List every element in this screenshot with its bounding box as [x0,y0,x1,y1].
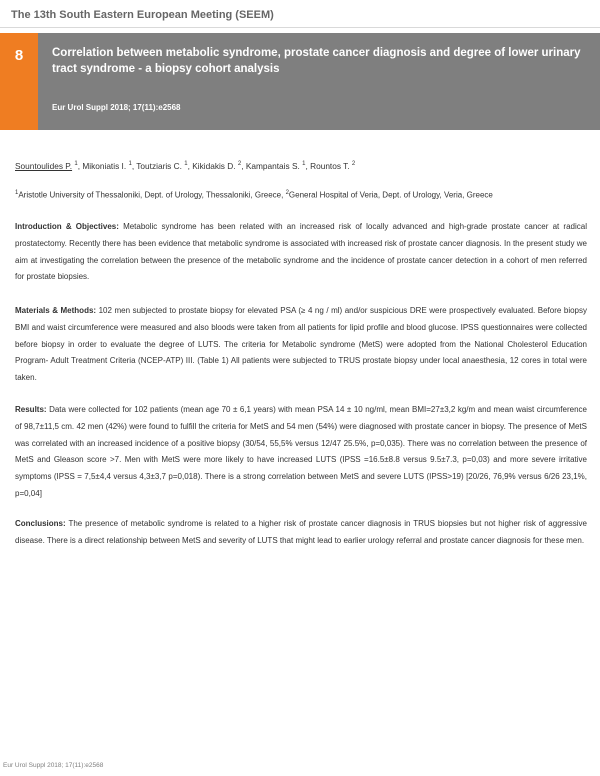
results-section [15,402,587,503]
affiliation-list [15,190,590,200]
author-affiliation-mark: 1 [184,161,188,168]
author-affiliation-mark: 1 [128,161,132,168]
author-name: Kampantais S. [245,161,300,171]
conclusions-text: The presence of metabolic syndrome is related to a higher risk of prostate cancer diagnosis in TRUS biopsies but not higher risk of aggressive disease. There is a direct relationship between MetS and severity of LUTS that might lead to earlier urology referral and prostate cancer diagnosis for these men. [15,519,587,545]
author-affiliation-mark: 1 [74,161,78,168]
conclusions-section [15,516,587,550]
author-name: Kikidakis D. [192,161,236,171]
footer-citation: Eur Urol Suppl 2018; 17(11):e2568 [3,762,104,769]
author-name: Rountos T. [310,161,350,171]
methods-text: 102 men subjected to prostate biopsy for elevated PSA (≥ 4 ng / ml) and/or suspicious DRE were prospectively evaluated. Before biopsy BMI and waist circumference were measured and also bloods were taken from all patients for lipid profile and blood glucose. IPSS questionnaires were collected before biopsy in order to evaluate the degree of LUTS. The criteria for Metabolic syndrome (MetS) were adopted from the National Cholesterol Education Program- Adult Treatment Criteria (NCEP-ATP) III. (Table 1) All patients were subjected to TRUS prostate biopsy under local anaesthesia, 12 cores in total were taken. [15,306,587,383]
author-name: Sountoulides P. [15,161,73,171]
meeting-title: The 13th South Eastern European Meeting (SEEM) [11,9,274,21]
header-divider [0,27,600,28]
introduction-text: Metabolic syndrome has been related with an increased risk of locally advanced and high-grade prostate cancer at radical prostatectomy. Recently there has been evidence that metabolic syndrome is associated with increased risk of prostate cancer diagnosis. In the present study we aim at investigating the correlation between the presence of the metabolic syndrome and the incidence of prostate cancer detection in a cohort of men referred for prostate biopsies. [15,222,587,282]
conclusions-heading: Conclusions: [15,519,66,528]
affiliation-mark: 2 [285,190,289,196]
author-name: Mikoniatis I. [82,161,127,171]
abstract-citation: Eur Urol Suppl 2018; 17(11):e2568 [52,103,181,112]
methods-heading: Materials & Methods: [15,306,97,315]
results-text: Data were collected for 102 patients (mean age 70 ± 6,1 years) with mean PSA 14 ± 10 ng/ml, mean BMI=27±3,2 kg/m and mean waist circumference of 98,7±11,5 cm. 42 men (42%) were found to fulfill the criteria for MetS and 54 men (54%) were diagnosed with prostate cancer in biopsy. The presence of MetS was correlated with an increased incidence of a positive biopsy (30/54, 55,5% versus 12/47 25.5%, p=0,035). There was no correlation between the presence of MetS and Gleason score >7. Men with MetS were more likely to have increased LUTS (IPSS =16.5±8.8 versus 9.5±7.3, p=0,03) and more severe irritative symptoms (IPSS = 7,5±4,4 versus 4,3±3,7 p=0,018). There is a strong correlation between MetS and severe LUTS (IPSS>19) [20/26, 76,9% versus 6/26 23,1%, p=0,04] [15,405,587,498]
author-name: Toutziaris C. [136,161,182,171]
affiliation-text: General Hospital of Veria, Dept. of Urology, Veria, Greece [288,190,493,200]
abstract-number: 8 [14,47,24,64]
affiliation-mark: 1 [15,190,19,196]
abstract-number-box [0,33,38,130]
introduction-heading: Introduction & Objectives: [15,222,119,231]
results-heading: Results: [15,405,47,414]
affiliation-text: Aristotle University of Thessaloniki, Dept. of Urology, Thessaloniki, Greece, [18,190,286,200]
methods-section [15,303,587,387]
author-affiliation-mark: 2 [237,161,242,168]
abstract-title: Correlation between metabolic syndrome, prostate cancer diagnosis and degree of lower urinary tract syndrome - a biopsy cohort analysis [52,47,581,75]
author-affiliation-mark: 2 [351,161,356,168]
author-list: Sountoulides P. $^1$, Mikoniatis I. $^1$, Toutziaris C. $^1$, Kikidakis D. $^2$, Kampantais S. $^1$, Rountos T. $^2$ [15,161,356,171]
author-affiliation-mark: 1 [302,161,306,168]
introduction-section [15,219,587,286]
abstract-banner [0,33,600,130]
